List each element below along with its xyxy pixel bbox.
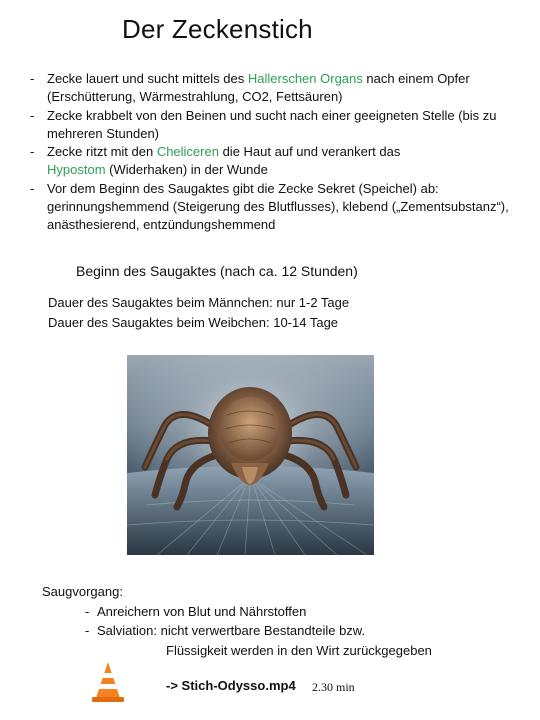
bullet-text: Zecke krabbelt von den Beinen und sucht nach einer geeigneten Stelle (bis zu mehreren Stunden): [47, 107, 497, 141]
list-item: [42, 621, 432, 641]
bullet-marker: -: [85, 623, 90, 638]
video-file-link[interactable]: -> Stich-Odysso.mp4: [166, 678, 296, 693]
term-cheliceren: Cheliceren: [156, 144, 219, 160]
list-item-text: Anreichern von Blut und Nährstoffen: [97, 603, 307, 619]
list-item-text: Salviation: nicht verwertbare Bestandteile bzw.: [97, 623, 366, 638]
video-link-row: [90, 660, 490, 714]
section-heading-beginn: Beginn des Saugaktes (nach ca. 12 Stunden): [76, 263, 358, 279]
bullet-marker: -: [30, 144, 35, 160]
bullet-text: [47, 143, 530, 180]
dauer-maennchen: Dauer des Saugaktes beim Männchen: nur 1-2 Tage: [48, 295, 350, 310]
bullet-item: [30, 180, 530, 235]
saugvorgang-heading: Saugvorgang:: [42, 584, 123, 599]
dauer-block: [48, 293, 349, 333]
tick-illustration: [127, 355, 374, 555]
page-title: Der Zeckenstich: [122, 14, 313, 44]
bullet-marker: -: [30, 71, 35, 86]
vlc-cone-icon[interactable]: [90, 660, 126, 704]
saugvorgang-block: [42, 582, 432, 660]
bullet-marker: -: [85, 603, 90, 619]
bullet-text-part: die Haut auf und verankert das: [218, 144, 401, 160]
bullet-list: [30, 70, 530, 235]
bullet-item: [30, 143, 530, 180]
dauer-weibchen: Dauer des Saugaktes beim Weibchen: 10-14 Tage: [48, 315, 339, 330]
bullet-text: Vor dem Beginn des Saugaktes gibt die Zecke Sekret (Speichel) ab: gerinnungshemmend (Steigerung des Blutflusses), klebend („Zementsubstanz“), anästhesierend, entzündungshemmend: [47, 180, 509, 233]
bullet-marker: -: [30, 180, 35, 196]
term-hallersches-organ: Hallerschen Organs: [247, 71, 363, 86]
list-item-continuation: Flüssigkeit werden in den Wirt zurückgegeben: [166, 642, 432, 658]
bullet-item: [30, 70, 530, 107]
bullet-text: [47, 70, 530, 107]
video-duration: 2.30 min: [312, 680, 355, 694]
bullet-text-part: nach einem Opfer (Erschütterung, Wärmestrahlung, CO2, Fettsäuren): [47, 71, 470, 105]
list-item: [42, 602, 432, 622]
term-hypostom: Hypostom: [47, 162, 106, 178]
bullet-text-part: Zecke lauert und sucht mittels des: [47, 71, 248, 86]
bullet-text-part: (Widerhaken) in der Wunde: [105, 162, 268, 178]
bullet-text-part: Zecke ritzt mit den: [47, 144, 157, 160]
bullet-marker: -: [30, 107, 35, 123]
bullet-item: [30, 107, 530, 144]
